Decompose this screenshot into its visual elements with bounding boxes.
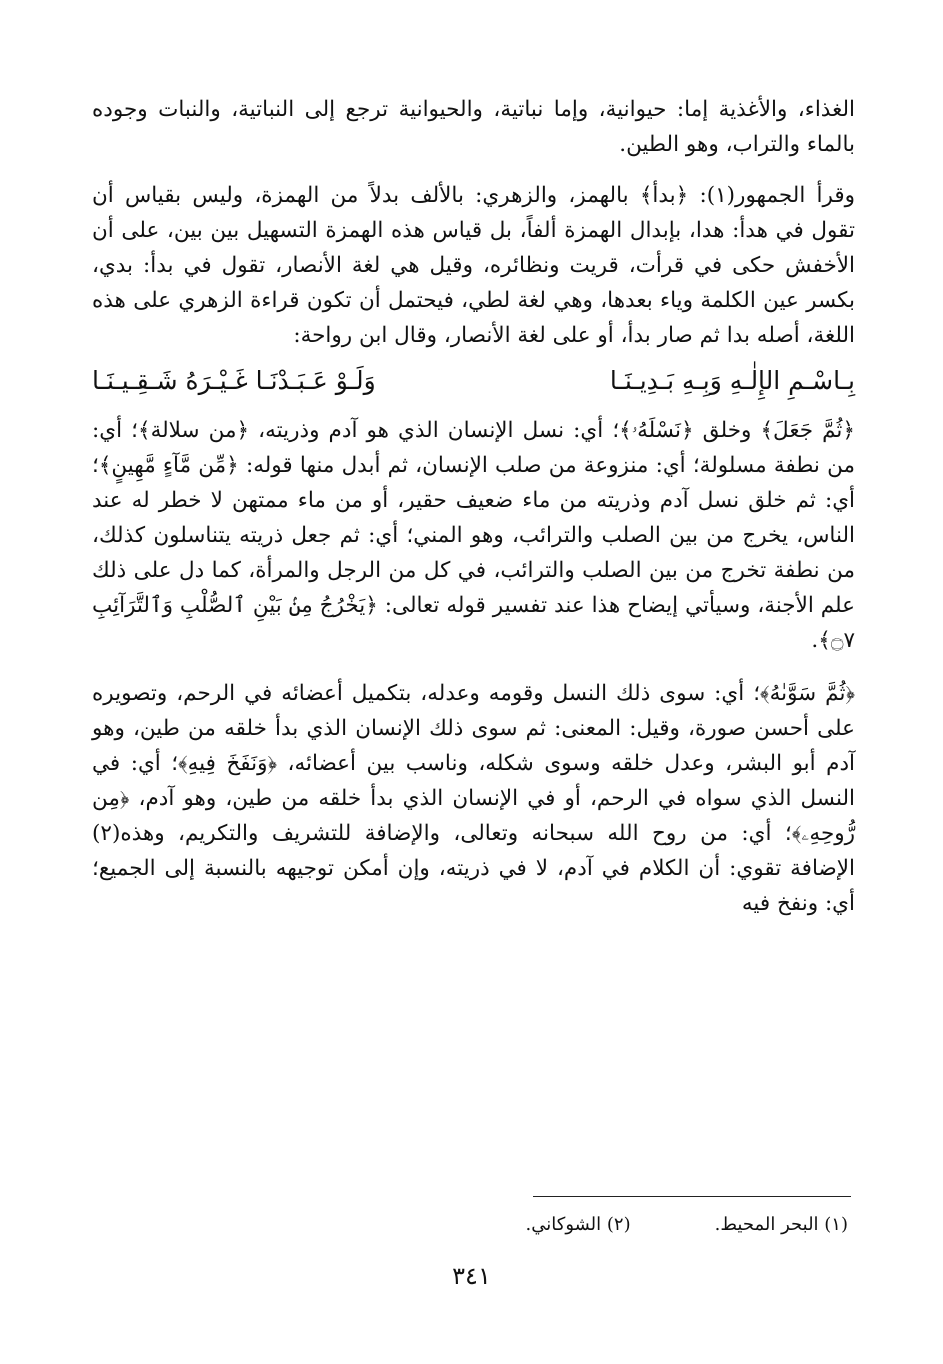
paragraph-2: وقرأ الجمهور(١): ﴿بدأ﴾ بالهمز، والزهري: بالألف بدلاً من الهمزة، وليس بقياس أن تقول في هدأ: هدا، بإبدال الهمزة ألفاً، بل قياس هذه الهمزة التسهيل بين بين، على أن الأخفش حكى في قرأت، قريت ونظائره، وقيل هي لغة الأنصار، تقول في بدأ: بدي، بكسر عين الكلمة وياء بعدها، وهي لغة لطي، فيحتمل أن تكون قراءة الزهري على هذه اللغة، أصله بدا ثم صار بدأ، أو على لغة الأنصار، وقال ابن رواحة: — [92, 183, 855, 348]
page-number: ٣٤١ — [452, 1262, 491, 1290]
paragraph-3: ﴿ثُمَّ جَعَلَ﴾ وخلق ﴿نَسْلَهُۥ﴾؛ أي: نسل الإنسان الذي هو آدم وذريته، ﴿من سلالة﴾؛ أي: من نطفة مسلولة؛ أي: منزوعة من صلب الإنسان، ثم أبدل منها قوله: ﴿مِّن مَّآءٍ مَّهِينٍ﴾؛ أي: ثم خلق نسل آدم وذريته من ماء ضعيف حقير، أو من ماء ممتهن لا خطر له عند الناس، يخرج من بين الصلب والترائب، وهو المني؛ أي: ثم جعل ذريته يتناسلون كذلك، من نطفة تخرج من بين الصلب والترائب، في كل من الرجل والمرأة، كما دل على ذلك علم الأجنة، وسيأتي إيضاح هذا عند تفسير قوله تعالى: ﴿يَخْرُجُ مِنۢ بَيْنِ ٱلصُّلْبِ وَٱلتَّرَآئِبِ ۝٧﴾. — [92, 418, 855, 653]
footnote-2: (٢) الشوكاني. — [525, 1214, 631, 1235]
footnote-1: (١) البحر المحيط. — [714, 1214, 848, 1235]
verse-first-hemistich: بِـاسْـمِ الإِلٰـهِ وَبِـهِ بَـدِيـنَـا — [609, 366, 855, 395]
page-body — [92, 92, 855, 939]
poetry-verse — [92, 361, 855, 401]
paragraph-1: الغذاء، والأغذية إما: حيوانية، وإما نباتية، والحيوانية ترجع إلى النباتية، والنبات وجوده بالماء والتراب، وهو الطين. — [92, 97, 855, 157]
verse-second-hemistich: وَلَـوْ عَـبَـدْنَـا غَـيْـرَهُ شَـقِـيـنَـا — [92, 366, 376, 395]
paragraph-4: ﴿ثُمَّ سَوَّىٰهُ﴾؛ أي: سوى ذلك النسل وقومه وعدله، بتكميل أعضائه في الرحم، وتصويره على أحسن صورة، وقيل: المعنى: ثم سوى ذلك الإنسان الذي بدأ خلقه من طين، وهو آدم أبو البشر، وعدل خلقه وسوى شكله، وناسب بين أعضائه، ﴿وَنَفَخَ فِيهِ﴾؛ أي: في النسل الذي سواه في الرحم، أو في الإنسان الذي بدأ خلقه من طين، وهو آدم، ﴿مِن رُّوحِهِۦ﴾؛ أي: من روح الله سبحانه وتعالى، والإضافة للتشريف والتكريم، وهذه(٢) الإضافة تقوي: أن الكلام في آدم، لا في ذريته، وإن أمكن توجيهه بالنسبة إلى الجميع؛ أي: ونفخ فيه — [92, 681, 855, 916]
footnote-divider — [533, 1196, 851, 1197]
footnotes — [92, 1214, 848, 1235]
